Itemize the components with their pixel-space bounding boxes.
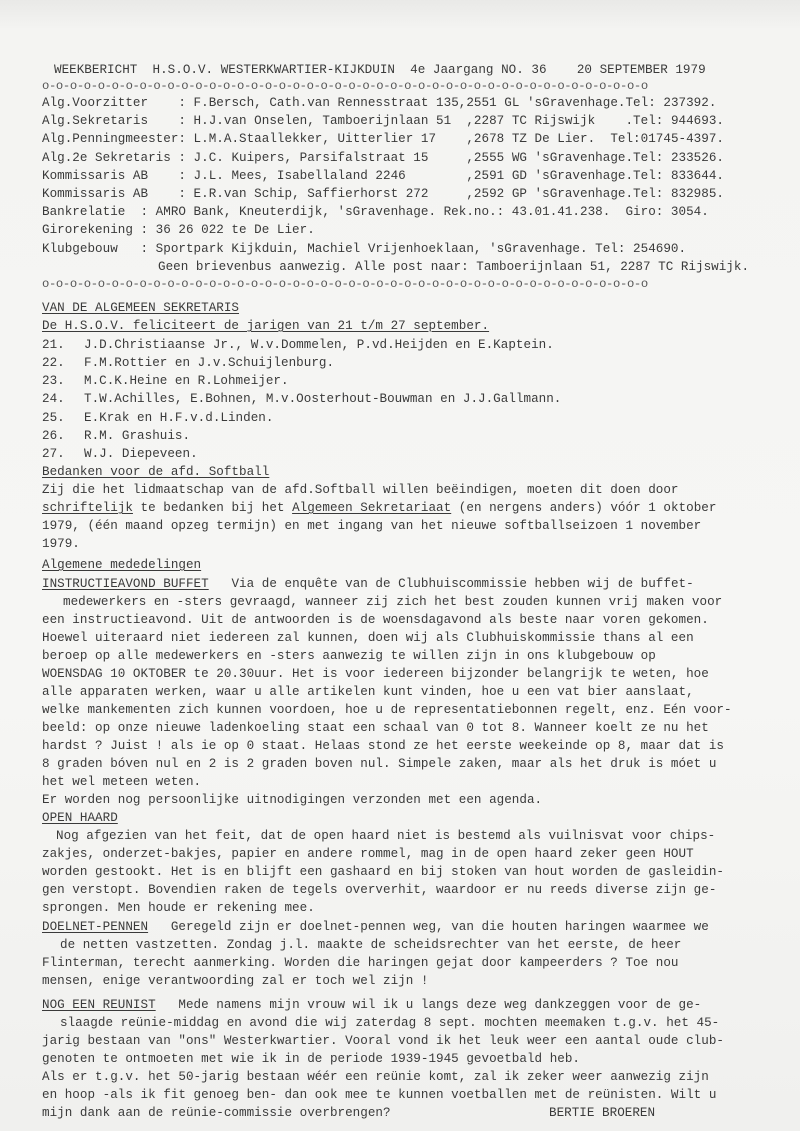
buffet-text: een instructieavond. Uit de antwoorden is de woensdagavond als beste naar voren gekomen. [42,613,709,627]
giro-line: Girorekening : 36 26 022 te De Lier. [42,223,315,237]
reunion-text: genoten te ontmoeten met wie ik in de periode 1939-1945 gevoetbald heb. [42,1052,581,1066]
fireplace-text: gen verstopt. Bovendien raken de tegels oververhit, waardoor er nu reeds diverse zijn ge- [42,883,717,897]
buffet-text: WOENSDAG 10 OKTOBER te 20.30uur. Het is voor iedereen bijzonder belangrijk te weten, hoe [42,667,709,681]
birthday-row [42,428,190,444]
reunion-heading: NOG EEN REUNIST [42,998,156,1012]
reunion-text: slaagde reünie-middag en avond die wij zaterdag 8 sept. mochten meemaken t.g.v. het 45- [60,1016,720,1030]
buffet-text: hardst ? Juist ! als ie op 0 staat. Helaas stond ze het eerste weekeinde op 8, maar dat is [42,739,724,753]
fireplace-text: zakjes, onderzet-bakjes, papier en andere rommel, mag in de open haard zeker geen HOUT [42,847,694,861]
section-heading-secretary: VAN DE ALGEMEEN SEKRETARIS [42,301,240,315]
clubhouse-line: Klubgebouw : Sportpark Kijkduin, Machiel Vrijenhoeklaan, 'sGravenhage. Tel: 254690. [42,242,687,256]
announcements-heading: Algemene mededelingen [42,558,202,572]
softball-text-part: te bedanken bij het [132,501,293,515]
bank-line: Bankrelatie : AMRO Bank, Kneuterdijk, 'sGravenhage. Rek.no.: 43.01.41.238. Giro: 3054. [42,205,709,219]
emphasis-text: Algemeen Sekretariaat [292,501,452,515]
softball-text: Zij die het lidmaatschap van de afd.Softball willen beëindigen, moeten dit doen door [42,483,679,497]
birthday-names: T.W.Achilles, E.Bohnen, M.v.Oosterhout-Bouwman en J.J.Gallmann. [84,392,562,406]
buffet-text: Via de enquête van de Clubhuiscommissie hebben wij de buffet- [208,577,694,591]
birthday-row [42,373,289,389]
reunion-paragraph-start [42,997,701,1013]
birthday-heading: De H.S.O.V. feliciteert de jarigen van 21 t/m 27 september. [42,319,490,333]
birthday-row [42,355,334,371]
emphasis-text: schriftelijk [42,501,133,515]
goalpegs-text: Geregeld zijn er doelnet-pennen weg, van die houten haringen waarmee we [148,920,709,934]
reunion-text: Als er t.g.v. het 50-jarig bestaan wéér een reünie komt, zal ik zeker weer aanwezig zijn [42,1070,709,1084]
buffet-text: Er worden nog persoonlijke uitnodigingen verzonden met een agenda. [42,793,543,807]
board-role: Alg.Sekretaris [42,114,179,128]
board-row-secretary [42,113,724,129]
fireplace-text: worden gestookt. Het is en blijft een gashaard en bij stoken van hout worden de gasleidin- [42,865,724,879]
reunion-text: jarig bestaan van "ons" Westerkwartier. Vooral vond ik het leuk weer een aantal oude club- [42,1034,724,1048]
reunion-text-last [42,1105,656,1121]
separator-line: o-o-o-o-o-o-o-o-o-o-o-o-o-o-o-o-o-o-o-o-o-o-o-o-o-o-o-o-o-o-o-o-o-o-o-o-o-o-o-o-o-o-o-o [42,277,648,291]
birthday-day: 27. [42,447,65,461]
board-role: Alg.2e Sekretaris [42,151,179,165]
board-row-second-secretary [42,150,724,166]
birthday-names: W.J. Diepeveen. [84,447,198,461]
reunion-text: Mede namens mijn vrouw wil ik u langs deze weg dankzeggen voor de ge- [155,998,702,1012]
board-role: Kommissaris AB [42,169,179,183]
birthday-names: F.M.Rottier en J.v.Schuijlenburg. [84,356,335,370]
board-role: Kommissaris AB [42,187,179,201]
board-details: : H.J.van Onselen, Tamboerijnlaan 51 ,2287 TC Rijswijk .Tel: 944693. [178,114,724,128]
buffet-text: welke mankementen zich kunnen voordoen, hoe u de representatiebonnen regelt, enz. Eén voor- [42,703,732,717]
board-details: : J.L. Mees, Isabellaland 2246 ,2591 GD 'sGravenhage.Tel: 833644. [178,169,724,183]
reunion-text: en hoop -als ik fit genoeg ben- dan ook mee te kunnen voetballen met de reünisten. Wilt u [42,1088,717,1102]
birthday-row [42,337,554,353]
birthday-day: 21. [42,338,65,352]
goalpegs-heading: DOELNET-PENNEN [42,920,149,934]
birthday-day: 24. [42,392,65,406]
mail-note: Geen brievenbus aanwezig. Alle post naar: Tamboerijnlaan 51, 2287 TC Rijswijk. [158,260,750,274]
softball-text [42,500,716,516]
board-row-chairman [42,95,716,111]
birthday-names: J.D.Christiaanse Jr., W.v.Dommelen, P.vd.Heijden en E.Kaptein. [84,338,554,352]
buffet-text: Hoewel uiteraard niet iedereen zal kunnen, doen wij als Clubhuiskommissie thans al een [42,631,694,645]
goalpegs-text: de netten vastzetten. Zondag j.l. maakte de scheidsrechter van het eerste, de heer [60,938,682,952]
buffet-text: beeld: op onze nieuwe ladenkoeling staat een schaal van 0 tot 8. Wanneer koelt ze nu het [42,721,709,735]
fireplace-text: sprongen. Men houde er rekening mee. [42,901,315,915]
board-details: : L.M.A.Staallekker, Uitterlier 17 ,2678 TZ De Lier. Tel:01745-4397. [178,132,724,146]
buffet-text: het wel meteen weten. [42,775,202,789]
softball-text: 1979. [42,537,80,551]
birthday-row [42,446,198,462]
board-role: Alg.Voorzitter [42,96,179,110]
goalpegs-text: Flinterman, terecht aanmerking. Worden die haringen gejat door kampeerders ? Toe nou [42,956,679,970]
buffet-paragraph-start [42,576,694,592]
birthday-names: M.C.K.Heine en R.Lohmeijer. [84,374,289,388]
birthday-day: 25. [42,411,65,425]
goalpegs-text: mensen, enige verantwoording zal er toch wel zijn ! [42,974,429,988]
buffet-text: beroep op alle medewerkers en -sters aanwezig te willen zijn in ons klubgebouw op [42,649,656,663]
board-role: Alg.Penningmeester [42,132,179,146]
birthday-row [42,391,561,407]
buffet-text: medewerkers en -sters gevraagd, wanneer zij zich het best zouden kunnen vrij maken voor [63,595,723,609]
fireplace-text: Nog afgezien van het feit, dat de open haard niet is bestemd als vuilnisvat voor chips- [56,829,716,843]
birthday-day: 23. [42,374,65,388]
board-details: : E.R.van Schip, Saffierhorst 272 ,2592 GP 'sGravenhage.Tel: 832985. [178,187,724,201]
reunion-text: mijn dank aan de reünie-commissie overbrengen? [42,1106,391,1120]
birthday-day: 26. [42,429,65,443]
softball-text-part: (en nergens anders) vóór 1 oktober [451,501,717,515]
buffet-text: 8 graden bóven nul en 2 is 2 graden boven nul. Simpele zaken, maar als het druk is móet u [42,757,717,771]
softball-heading: Bedanken voor de afd. Softball [42,465,270,479]
birthday-row [42,410,273,426]
birthday-names: E.Krak en H.F.v.d.Linden. [84,411,274,425]
board-details: : F.Bersch, Cath.van Rennesstraat 135,2551 GL 'sGravenhage.Tel: 237392. [178,96,717,110]
buffet-heading: INSTRUCTIEAVOND BUFFET [42,577,209,591]
board-row-commissioner-1 [42,168,724,184]
board-row-commissioner-2 [42,186,724,202]
newsletter-title: WEEKBERICHT H.S.O.V. WESTERKWARTIER-KIJKDUIN 4e Jaargang NO. 36 20 SEPTEMBER 1979 [54,63,706,77]
softball-text: 1979, (één maand opzeg termijn) en met ingang van het nieuwe softballseizoen 1 november [42,519,702,533]
goalpegs-paragraph-start [42,919,709,935]
birthday-day: 22. [42,356,65,370]
separator-line: o-o-o-o-o-o-o-o-o-o-o-o-o-o-o-o-o-o-o-o-o-o-o-o-o-o-o-o-o-o-o-o-o-o-o-o-o-o-o-o-o-o-o-o [42,79,648,93]
board-row-treasurer [42,131,724,147]
board-details: : J.C. Kuipers, Parsifalstraat 15 ,2555 WG 'sGravenhage.Tel: 233526. [178,151,724,165]
birthday-names: R.M. Grashuis. [84,429,191,443]
buffet-text: alle apparaten werken, waar u alle artikelen kunt vinden, hoe u een vat bier aanslaat, [42,685,694,699]
signature: BERTIE BROEREN [549,1106,656,1120]
fireplace-heading: OPEN HAARD [42,811,118,825]
